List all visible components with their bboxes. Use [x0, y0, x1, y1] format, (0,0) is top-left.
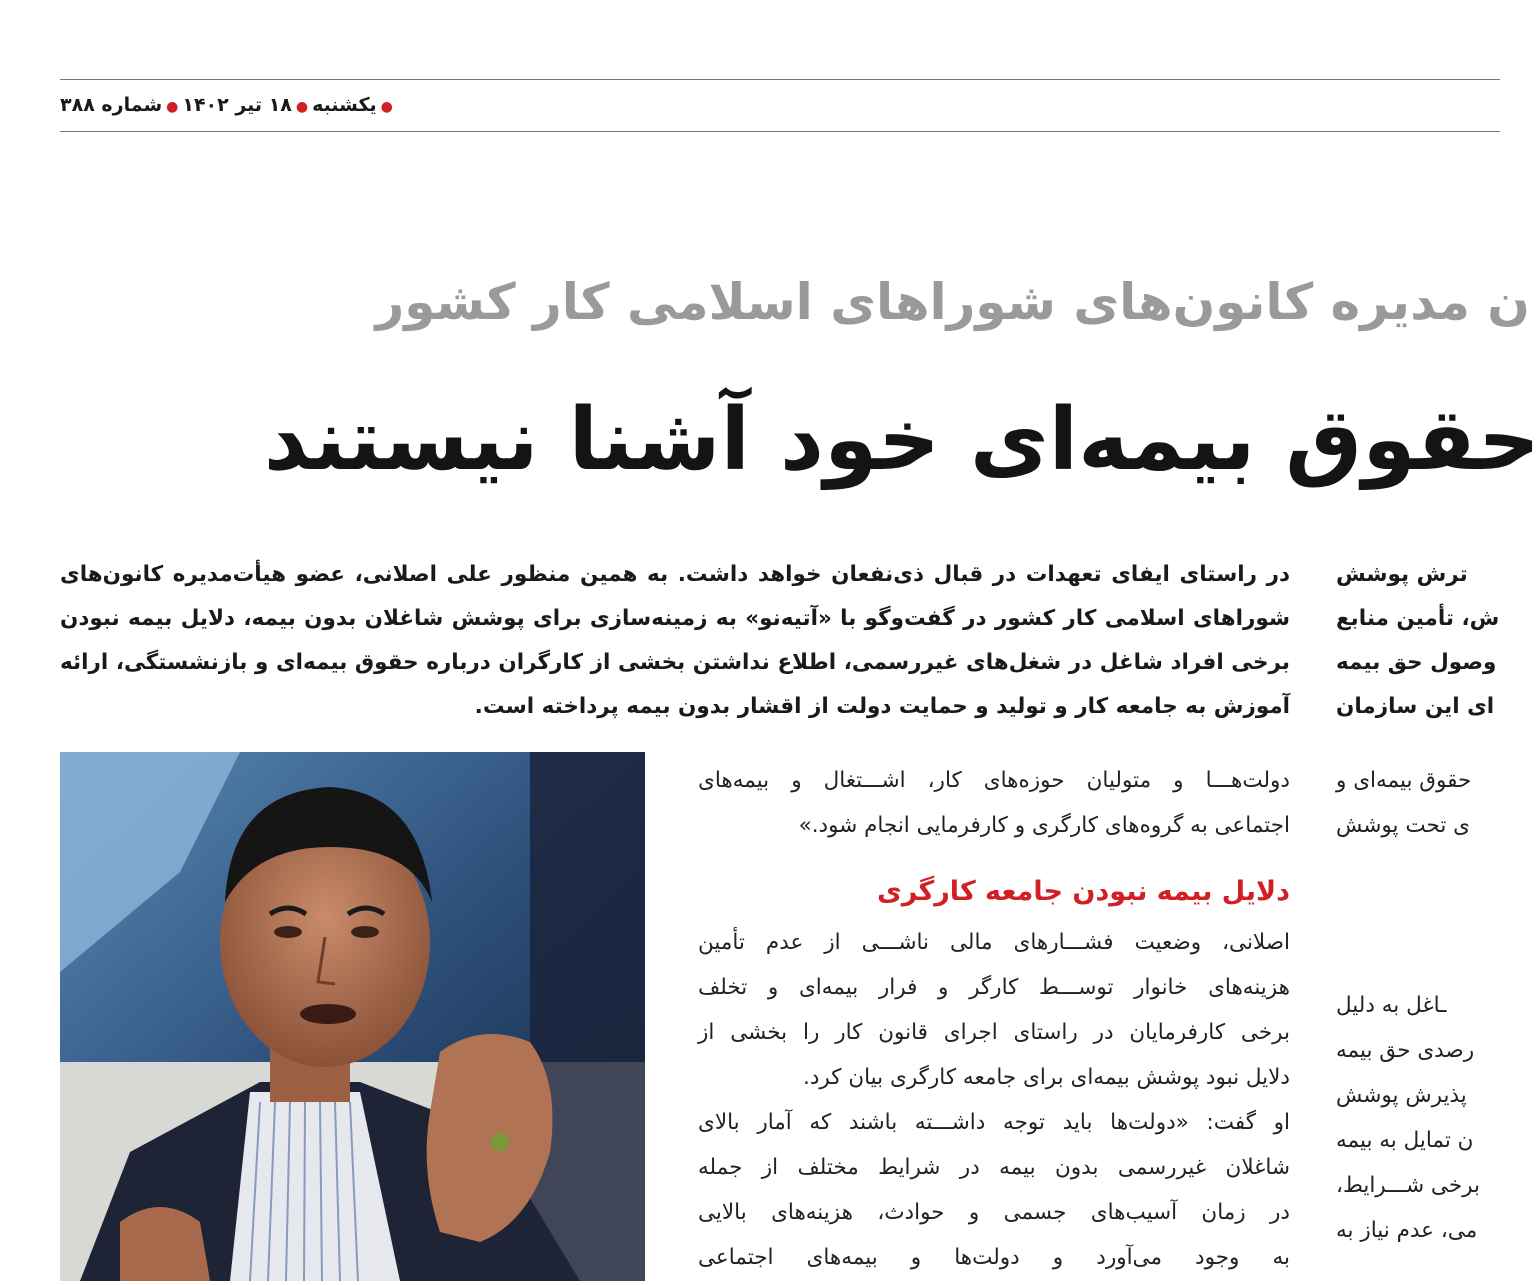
lead-line: در راستای ایفای تعهدات در قبال ذی‌نفعان خواهد داشت. به همین منظور علی اصلانی، عضو هیأت‌مدیره کانون‌های	[60, 562, 1290, 587]
date: ۱۸ تیر ۱۴۰۲	[182, 94, 292, 116]
bullet-icon: ●	[295, 99, 309, 115]
body-line: در زمان آسیب‌های جسمی و حوادث، هزینه‌های بالایی	[698, 1200, 1290, 1225]
weekday: یکشنبه	[312, 94, 377, 116]
side-line: رصدی حق بیمه	[1336, 1038, 1475, 1063]
side-line: می، عدم نیاز به	[1336, 1218, 1478, 1243]
section-subhead: دلایل بیمه نبودن جامعه کارگری	[877, 876, 1290, 907]
lead-line: شوراهای اسلامی کار کشور در گفت‌وگو با «آتیه‌نو» به زمینه‌سازی برای پوشش شاغلان بدون بیمه، دلایل بیمه نبودن	[60, 606, 1290, 631]
lead-line: برخی افراد شاغل در شغل‌های غیررسمی، اطلاع نداشتن بخشی از کارگران درباره حقوق بیمه‌ای و بازنشستگی، ارائه	[60, 650, 1290, 675]
lead-side-line: ش، تأمین منابع	[1336, 606, 1500, 631]
side-line: ی تحت پوشش	[1336, 813, 1470, 838]
article-side-column	[1336, 758, 1536, 1253]
side-line: ن تمایل به بیمه	[1336, 1128, 1474, 1153]
body-line: هزینه‌های خانوار توســـط کارگر و فرار بیمه‌ای و تخلف	[698, 975, 1290, 1000]
headline: حقوق بیمه‌ای خود آشنا نیستند	[263, 390, 1540, 490]
lead-line: آموزش به جامعه کار و تولید و حمایت دولت از اقشار بدون بیمه پرداخته است.	[474, 694, 1290, 719]
body-line: شاغلان غیررسمی بدون بیمه در شرایط مختلف از جمله	[698, 1155, 1290, 1180]
lead-side-line: ترش پوشش	[1336, 562, 1468, 587]
bullet-icon: ●	[380, 99, 393, 115]
bullet-icon: ●	[166, 99, 179, 115]
header-bottom-rule	[60, 131, 1500, 132]
lead-side-column	[1336, 553, 1536, 733]
body-line: دولت‌هـــا و متولیان حوزه‌های کار، اشـــتغال و بیمه‌های	[698, 768, 1290, 793]
body-line: برخی کارفرمایان در راستای اجرای قانون کار را بخشی از	[698, 1020, 1290, 1045]
body-line: اصلانی، وضعیت فشـــارهای مالی ناشـــی از عدم تأمین	[698, 930, 1290, 955]
body-line: دلایل نبود پوشش بیمه‌ای برای جامعه کارگری بیان کرد.	[803, 1065, 1290, 1090]
body-line: اجتماعی به گروه‌های کارگری و کارفرمایی انجام شود.»	[798, 813, 1290, 838]
article-body-column	[698, 758, 1290, 1280]
lead-side-line: وصول حق بیمه	[1336, 650, 1497, 675]
lead-side-line: ای این سازمان	[1336, 694, 1495, 719]
side-line: برخی شـــرایط،	[1336, 1173, 1480, 1198]
issue-number: شماره ۳۸۸	[60, 94, 163, 116]
side-line: ـاغل به دلیل	[1336, 993, 1447, 1018]
side-line: حقوق بیمه‌ای و	[1336, 768, 1472, 793]
body-line: به وجود می‌آورد و دولت‌ها و بیمه‌های اجتماعی	[698, 1245, 1290, 1270]
side-line: پذیرش پوشش	[1336, 1083, 1467, 1108]
kicker-title: ن مدیره کانون‌های شوراهای اسلامی کار کشور	[375, 273, 1530, 331]
header-top-rule	[60, 79, 1500, 80]
body-line: او گفت: «دولت‌ها باید توجه داشـــته باشند که آمار بالای	[698, 1110, 1290, 1135]
dateline	[60, 88, 480, 122]
portrait-illustration	[60, 752, 645, 1281]
lead-paragraph	[60, 553, 1290, 733]
interview-photo	[60, 752, 645, 1281]
